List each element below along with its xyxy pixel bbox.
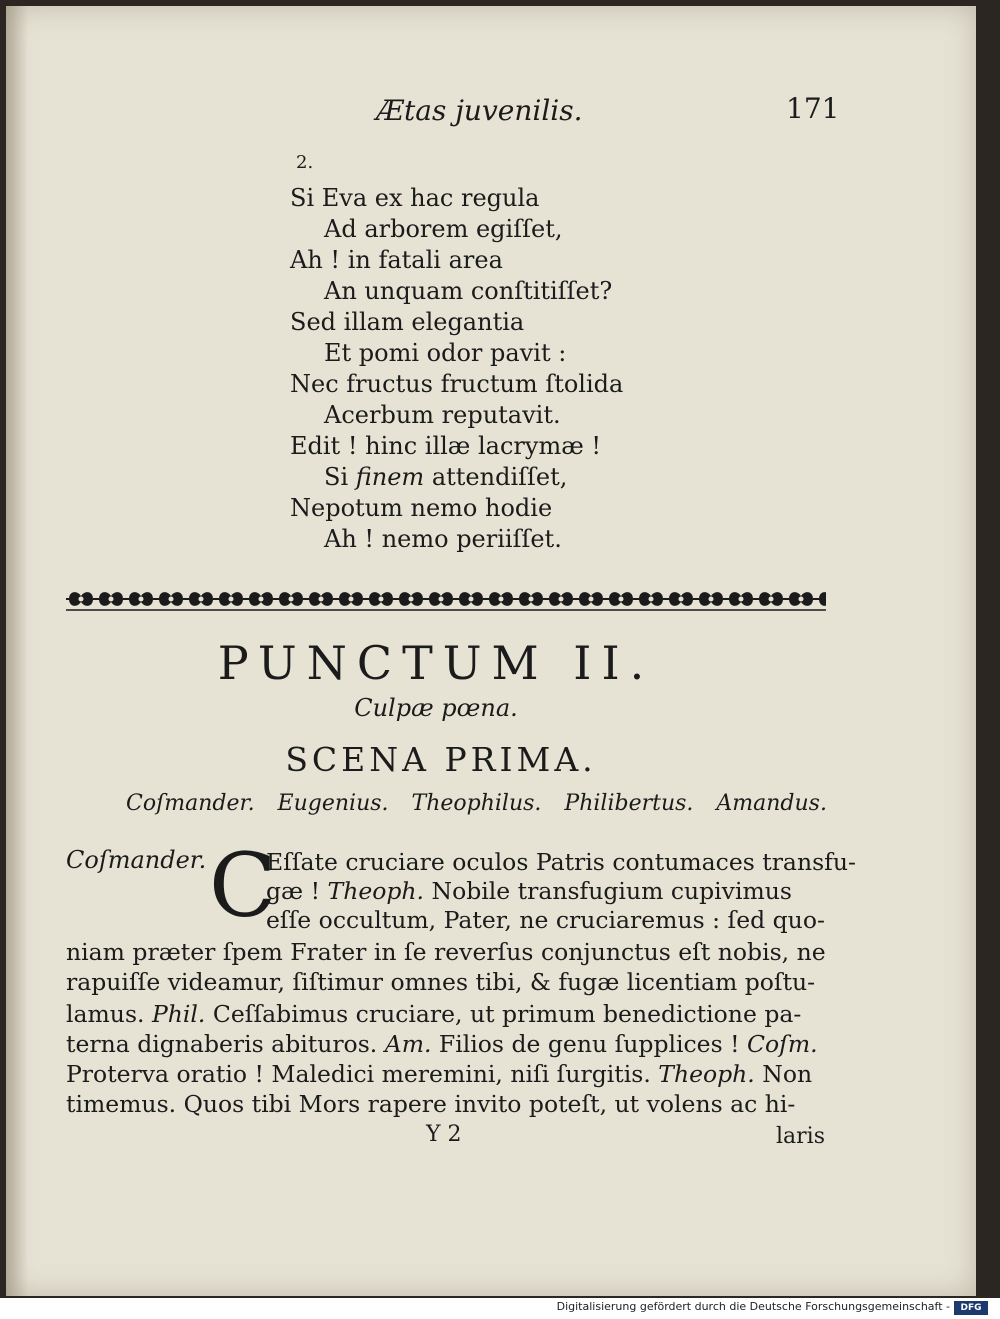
poem-line: Edit ! hinc illæ lacrymæ ! <box>290 432 602 460</box>
text-line: Eſſate cruciare oculos Patris contumaces transfu- <box>266 848 856 876</box>
text-line: lamus. Phil. Ceſſabimus cruciare, ut primum benedictione pa- <box>66 1000 802 1028</box>
dramatis-personae: Coſmander. Eugenius. Theophilus. Philibertus. Amandus. <box>126 791 827 816</box>
section-subheading: Culpæ pœna. <box>354 694 518 722</box>
poem-line: An unquam conſtitiſſet? <box>324 277 613 305</box>
page-number: 171 <box>786 92 840 125</box>
poem-line: Nec fructus fructum ſtolida <box>290 370 624 398</box>
poem-line: Et pomi odor pavit : <box>324 339 567 367</box>
text-line: timemus. Quos tibi Mors rapere invito poteſt, ut volens ac hi- <box>66 1090 796 1118</box>
stanza-number: 2. <box>296 152 314 173</box>
text-line: niam præter ſpem Frater in ſe reverſus conjunctus eſt nobis, ne <box>66 938 826 966</box>
poem-line: Acerbum reputavit. <box>324 401 561 429</box>
poem-line: Ah ! nemo periiſſet. <box>324 525 562 553</box>
text-line: gæ ! Theoph. Nobile transfugium cupivimus <box>266 877 792 905</box>
poem-line: Si finem attendiſſet, <box>324 463 568 491</box>
catchword: laris <box>776 1124 825 1149</box>
signature-mark: Y 2 <box>426 1122 462 1147</box>
poem-line: Ad arborem egiſſet, <box>324 215 563 243</box>
book-page <box>6 6 976 1296</box>
text-line: rapuiſſe videamur, ſiſtimur omnes tibi, & fugæ licentiam poſtu- <box>66 968 816 996</box>
text-line: Proterva oratio ! Maledici meremini, niſi ſurgitis. Theoph. Non <box>66 1060 813 1088</box>
poem-line: Si Eva ex hac regula <box>290 184 540 212</box>
digitization-footer <box>0 1298 1000 1319</box>
drop-cap: C <box>209 834 277 937</box>
scene-title: SCENA PRIMA. <box>285 740 597 779</box>
section-heading: PUNCTUM II. <box>217 636 655 690</box>
funding-note: Digitalisierung gefördert durch die Deutsche Forschungsgemeinschaft - <box>556 1300 950 1313</box>
text-line: terna dignaberis abituros. Am. Filios de genu ſupplices ! Coſm. <box>66 1030 818 1058</box>
dfg-logo-icon: DFG <box>954 1301 988 1315</box>
poem-line: Ah ! in fatali area <box>290 246 503 274</box>
text-line: eſſe occultum, Pater, ne cruciaremus : ſed quo- <box>266 906 825 934</box>
running-title: Ætas juvenilis. <box>376 94 583 127</box>
speaker-name: Coſmander. <box>66 846 207 874</box>
ornamental-divider <box>66 586 826 612</box>
poem-line: Sed illam elegantia <box>290 308 525 336</box>
poem-line: Nepotum nemo hodie <box>290 494 553 522</box>
